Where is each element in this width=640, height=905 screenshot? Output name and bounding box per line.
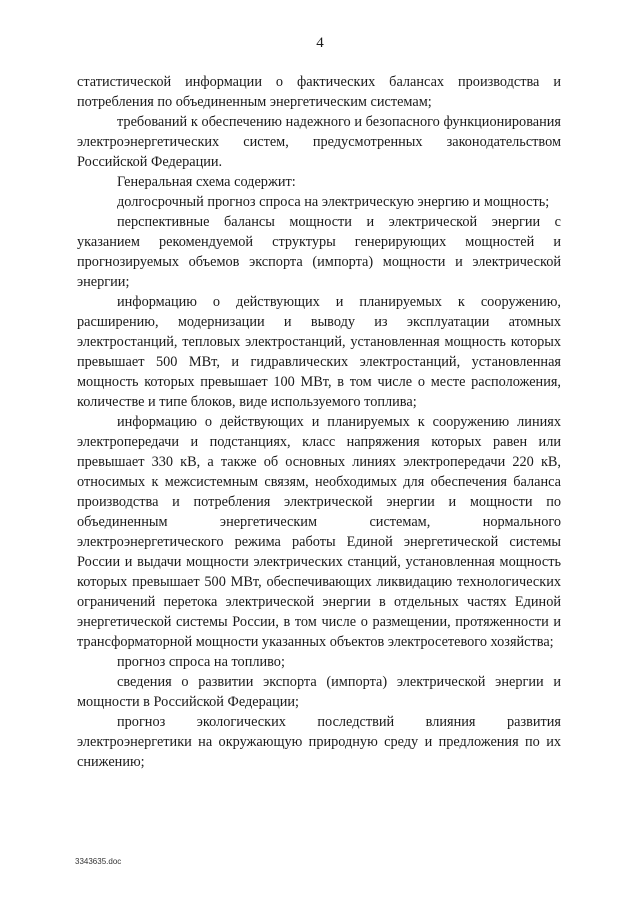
footer-filename: 3343635.doc [75,857,122,866]
page-number: 4 [316,35,324,51]
paragraph-power-plants-info: информацию о действующих и планируемых к сооружению, расширению, модернизации и выводу из эксплуатации атомных электростанций, тепловых электростанций, установленная мощность которых превышает 500 МВт, и гидравлических электростанций, установленная мощность которых превышает 100 МВт, в том числе о месте расположения, количестве и типе блоков, виде используемого топлива; [77,294,561,410]
paragraph-ecological-forecast: прогноз экологических последствий влияния развития электроэнергетики на окружающую природную среду и предложения по их снижению; [77,714,561,770]
paragraph-scheme-contains: Генеральная схема содержит: [117,174,296,190]
paragraph-reliability-requirements: требований к обеспечению надежного и безопасного функционирования электроэнергетических систем, предусмотренных законодательством Российской Федерации. [77,114,561,170]
paragraph-fuel-demand: прогноз спроса на топливо; [117,654,285,670]
paragraph-export-import: сведения о развитии экспорта (импорта) электрической энергии и мощности в Российской Федерации; [77,674,561,710]
paragraph-power-balances: перспективные балансы мощности и электрической энергии с указанием рекомендуемой структуры генерирующих мощностей и прогнозируемых объемов экспорта (импорта) мощности и электрической энергии; [77,214,561,290]
body-text [77,72,561,772]
paragraph-balance-statistics: статистической информации о фактических балансах производства и потребления по объединенным энергетическим системам; [77,74,561,110]
paragraph-transmission-lines-info: информацию о действующих и планируемых к сооружению линиях электропередачи и подстанциях, класс напряжения которых равен или превышает 330 кВ, а также об основных линиях электропередачи 220 кВ, относимых к межсистемным связям, необходимых для обеспечения баланса производства и потребления электрической энергии и мощности по объединенным энергетическим системам, нормального электроэнергетического режима работы Единой энергетической системы России и выдачи мощности электрических станций, установленная мощность которых превышает 500 МВт, обеспечивающих ликвидацию технологических ограничений перетока электрической энергии в отдельных частях Единой энергетической системы России, в том числе о размещении, протяженности и трансформаторной мощности указанных объектов электросетевого хозяйства; [77,414,561,650]
paragraph-demand-forecast: долгосрочный прогноз спроса на электрическую энергию и мощность; [117,194,550,210]
